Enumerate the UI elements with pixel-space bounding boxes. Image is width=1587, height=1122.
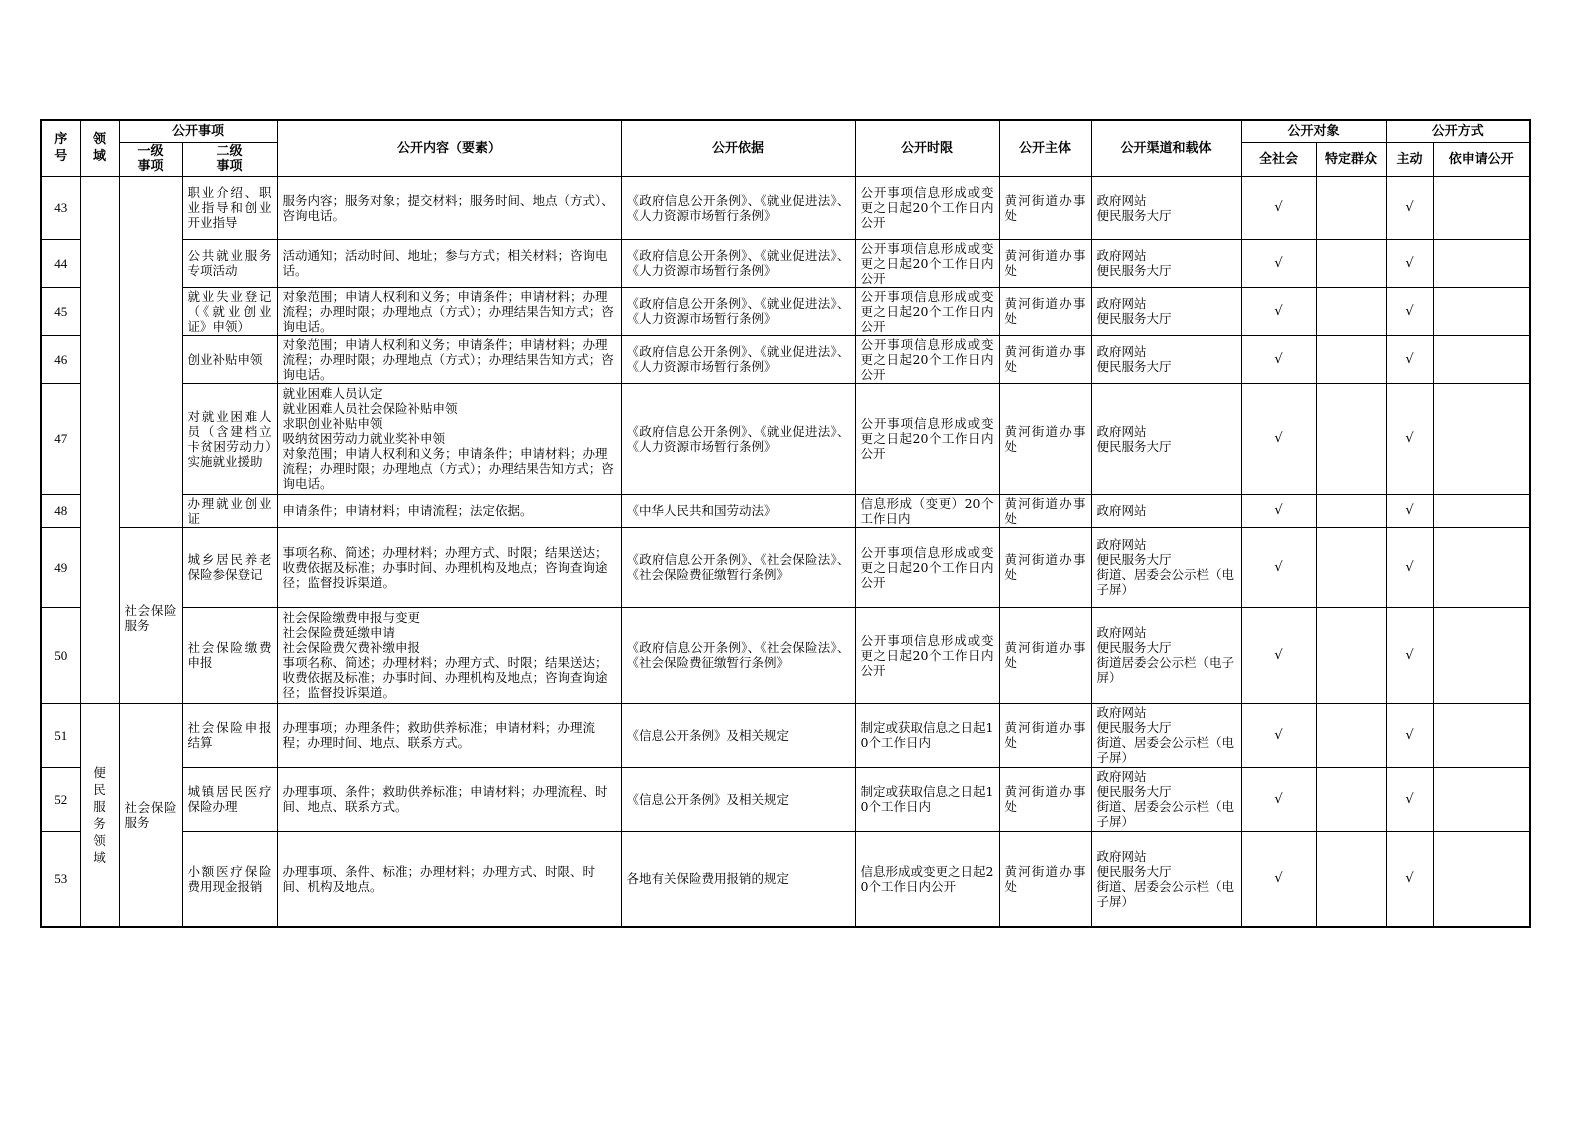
content-line: 事项名称、简述；办理材料；办理方式、时限；结果送达；收费依据及标准；办事时间、办理机构及地点；咨询查询途径；监督投诉渠道。 bbox=[282, 655, 608, 700]
row-seq: 52 bbox=[41, 767, 80, 831]
row-subject: 黄河街道办事处 bbox=[999, 239, 1091, 287]
header-subject: 公开主体 bbox=[999, 120, 1091, 176]
header-aud-specific: 特定群众 bbox=[1316, 142, 1386, 176]
row-aud-specific-mark bbox=[1316, 527, 1386, 607]
channel-line: 街道、居委会公示栏（电子屏） bbox=[1096, 799, 1235, 829]
channel-line: 政府网站 bbox=[1096, 848, 1147, 864]
row-subject: 黄河街道办事处 bbox=[999, 767, 1091, 831]
row-aud-all-mark: √ bbox=[1241, 494, 1316, 527]
row-seq: 44 bbox=[41, 239, 80, 287]
row-content bbox=[277, 527, 621, 607]
content-line: 就业困难人员社会保险补贴申领 bbox=[282, 401, 458, 416]
row-method-apply-mark bbox=[1433, 527, 1530, 607]
row-basis: 各地有关保险费用报销的规定 bbox=[621, 831, 855, 927]
row-time: 公开事项信息形成或变更之日起20个工作日内公开 bbox=[855, 176, 999, 239]
channel-line: 政府网站 bbox=[1096, 192, 1147, 208]
table-row bbox=[41, 176, 1530, 239]
row-subject: 黄河街道办事处 bbox=[999, 703, 1091, 767]
header-domain: 领域 bbox=[80, 120, 119, 176]
table-row bbox=[41, 287, 1530, 335]
row-item: 小额医疗保险费用现金报销 bbox=[182, 831, 277, 927]
row-content bbox=[277, 831, 621, 927]
row-method-active-mark: √ bbox=[1386, 239, 1433, 287]
row-method-apply-mark bbox=[1433, 607, 1530, 703]
header-method: 公开方式 bbox=[1386, 120, 1530, 142]
row-channel bbox=[1091, 287, 1241, 335]
channel-line: 便民服务大厅 bbox=[1096, 720, 1172, 735]
header-audience: 公开对象 bbox=[1241, 120, 1386, 142]
row-method-active-mark: √ bbox=[1386, 607, 1433, 703]
row-time: 公开事项信息形成或变更之日起20个工作日内公开 bbox=[855, 383, 999, 494]
channel-line: 便民服务大厅 bbox=[1096, 784, 1172, 799]
level1-cell-shebao-2: 社会保险服务 bbox=[119, 703, 182, 927]
row-method-active-mark: √ bbox=[1386, 383, 1433, 494]
table-row bbox=[41, 335, 1530, 383]
header-content: 公开内容（要素） bbox=[277, 120, 621, 176]
channel-line: 街道、居委会公示栏（电子屏） bbox=[1096, 567, 1235, 597]
row-time: 制定或获取信息之日起10个工作日内 bbox=[855, 703, 999, 767]
row-subject: 黄河街道办事处 bbox=[999, 287, 1091, 335]
row-aud-specific-mark bbox=[1316, 383, 1386, 494]
row-aud-all-mark: √ bbox=[1241, 335, 1316, 383]
row-content bbox=[277, 383, 621, 494]
header-items: 公开事项 bbox=[119, 120, 277, 142]
row-seq: 51 bbox=[41, 703, 80, 767]
table-row bbox=[41, 607, 1530, 703]
row-time: 制定或获取信息之日起10个工作日内 bbox=[855, 767, 999, 831]
row-method-apply-mark bbox=[1433, 176, 1530, 239]
level1-cell-blank bbox=[119, 176, 182, 527]
table-row bbox=[41, 703, 1530, 767]
row-basis: 《政府信息公开条例》、《就业促进法》、《人力资源市场暂行条例》 bbox=[621, 383, 855, 494]
content-line: 社会保险缴费申报与变更 bbox=[282, 610, 421, 625]
row-method-active-mark: √ bbox=[1386, 287, 1433, 335]
row-item: 职业介绍、职业指导和创业开业指导 bbox=[182, 176, 277, 239]
row-method-active-mark: √ bbox=[1386, 494, 1433, 527]
header-aud-all: 全社会 bbox=[1241, 142, 1316, 176]
row-seq: 43 bbox=[41, 176, 80, 239]
content-line: 对象范围；申请人权利和义务；申请条件；申请材料；办理流程；办理时限；办理地点（方式）；办理结果告知方式；咨询电话。 bbox=[282, 336, 614, 382]
row-method-apply-mark bbox=[1433, 239, 1530, 287]
channel-line: 便民服务大厅 bbox=[1096, 207, 1172, 223]
row-subject: 黄河街道办事处 bbox=[999, 494, 1091, 527]
row-subject: 黄河街道办事处 bbox=[999, 527, 1091, 607]
channel-line: 政府网站 bbox=[1096, 625, 1147, 640]
row-method-active-mark: √ bbox=[1386, 703, 1433, 767]
content-line: 办理事项、条件；救助供养标准；申请材料；办理流程、时间、地点、联系方式。 bbox=[282, 784, 608, 814]
row-channel bbox=[1091, 383, 1241, 494]
row-basis: 《政府信息公开条例》、《就业促进法》、《人力资源市场暂行条例》 bbox=[621, 239, 855, 287]
content-line: 对象范围；申请人权利和义务；申请条件；申请材料；办理流程；办理时限；办理地点（方式）；办理结果告知方式；咨询电话。 bbox=[282, 288, 614, 334]
row-item: 创业补贴申领 bbox=[182, 335, 277, 383]
row-seq: 46 bbox=[41, 335, 80, 383]
table-row bbox=[41, 767, 1530, 831]
row-content bbox=[277, 176, 621, 239]
row-subject: 黄河街道办事处 bbox=[999, 607, 1091, 703]
row-seq: 47 bbox=[41, 383, 80, 494]
table-body bbox=[41, 176, 1530, 927]
row-method-apply-mark bbox=[1433, 703, 1530, 767]
row-aud-all-mark: √ bbox=[1241, 831, 1316, 927]
content-line: 就业困难人员认定 bbox=[282, 386, 383, 401]
row-method-apply-mark bbox=[1433, 831, 1530, 927]
header-level2: 二级事项 bbox=[182, 142, 277, 176]
domain-label: 便民服务领域 bbox=[93, 764, 106, 865]
row-subject: 黄河街道办事处 bbox=[999, 176, 1091, 239]
row-item: 对就业困难人员（含建档立卡贫困劳动力）实施就业援助 bbox=[182, 383, 277, 494]
row-item: 城镇居民医疗保险办理 bbox=[182, 767, 277, 831]
row-item: 公共就业服务专项活动 bbox=[182, 239, 277, 287]
row-method-apply-mark bbox=[1433, 287, 1530, 335]
channel-line: 政府网站 bbox=[1096, 296, 1147, 311]
channel-line: 街道居委会公示栏（电子屏） bbox=[1096, 655, 1235, 685]
row-content bbox=[277, 494, 621, 527]
header-seq: 序号 bbox=[41, 120, 80, 176]
channel-line: 便民服务大厅 bbox=[1096, 640, 1172, 655]
row-channel bbox=[1091, 494, 1241, 527]
row-basis: 《中华人民共和国劳动法》 bbox=[621, 494, 855, 527]
content-line: 办理事项；办理条件；救助供养标准；申请材料；办理流程；办理时间、地点、联系方式。 bbox=[282, 720, 596, 750]
channel-line: 便民服务大厅 bbox=[1096, 311, 1172, 326]
channel-line: 政府网站 bbox=[1096, 248, 1147, 263]
row-aud-specific-mark bbox=[1316, 703, 1386, 767]
row-aud-all-mark: √ bbox=[1241, 527, 1316, 607]
row-basis: 《信息公开条例》及相关规定 bbox=[621, 767, 855, 831]
row-time: 公开事项信息形成或变更之日起20个工作日内公开 bbox=[855, 335, 999, 383]
row-item: 社会保险申报结算 bbox=[182, 703, 277, 767]
row-content bbox=[277, 767, 621, 831]
level1-cell-shebao: 社会保险服务 bbox=[119, 527, 182, 703]
row-method-active-mark: √ bbox=[1386, 767, 1433, 831]
row-aud-all-mark: √ bbox=[1241, 287, 1316, 335]
row-channel bbox=[1091, 527, 1241, 607]
channel-line: 政府网站 bbox=[1096, 503, 1147, 518]
table-row bbox=[41, 383, 1530, 494]
row-method-apply-mark bbox=[1433, 383, 1530, 494]
domain-cell-bianmin bbox=[80, 703, 119, 927]
channel-line: 便民服务大厅 bbox=[1096, 863, 1172, 879]
channel-line: 便民服务大厅 bbox=[1096, 552, 1172, 567]
row-basis: 《政府信息公开条例》、《就业促进法》、《人力资源市场暂行条例》 bbox=[621, 287, 855, 335]
channel-line: 政府网站 bbox=[1096, 705, 1147, 720]
row-aud-specific-mark bbox=[1316, 335, 1386, 383]
table-row bbox=[41, 527, 1530, 607]
row-item: 就业失业登记（《就业创业证》申领） bbox=[182, 287, 277, 335]
row-aud-specific-mark bbox=[1316, 767, 1386, 831]
content-line: 申请条件；申请材料；申请流程；法定依据。 bbox=[282, 503, 533, 518]
header-channel: 公开渠道和载体 bbox=[1091, 120, 1241, 176]
table-row bbox=[41, 494, 1530, 527]
content-line: 事项名称、简述；办理材料；办理方式、时限；结果送达；收费依据及标准；办事时间、办理机构及地点；咨询查询途径；监督投诉渠道。 bbox=[282, 544, 608, 590]
row-channel bbox=[1091, 335, 1241, 383]
row-method-active-mark: √ bbox=[1386, 831, 1433, 927]
row-method-apply-mark bbox=[1433, 494, 1530, 527]
row-method-active-mark: √ bbox=[1386, 335, 1433, 383]
row-basis: 《政府信息公开条例》、《就业促进法》、《人力资源市场暂行条例》 bbox=[621, 176, 855, 239]
row-aud-all-mark: √ bbox=[1241, 383, 1316, 494]
row-time: 公开事项信息形成或变更之日起20个工作日内公开 bbox=[855, 239, 999, 287]
row-time: 公开事项信息形成或变更之日起20个工作日内公开 bbox=[855, 527, 999, 607]
header-method-active: 主动 bbox=[1386, 142, 1433, 176]
row-method-apply-mark bbox=[1433, 335, 1530, 383]
row-aud-all-mark: √ bbox=[1241, 239, 1316, 287]
header-basis: 公开依据 bbox=[621, 120, 855, 176]
disclosure-table-sheet bbox=[40, 119, 1529, 928]
channel-line: 街道、居委会公示栏（电子屏） bbox=[1096, 878, 1235, 909]
row-aud-specific-mark bbox=[1316, 239, 1386, 287]
row-aud-specific-mark bbox=[1316, 831, 1386, 927]
row-aud-specific-mark bbox=[1316, 176, 1386, 239]
content-line: 社会保险费延缴申请 bbox=[282, 625, 396, 640]
row-item: 城乡居民养老保险参保登记 bbox=[182, 527, 277, 607]
content-line: 办理事项、条件、标准；办理材料；办理方式、时限、时间、机构及地点。 bbox=[282, 863, 596, 894]
channel-line: 政府网站 bbox=[1096, 423, 1147, 439]
row-aud-all-mark: √ bbox=[1241, 703, 1316, 767]
row-subject: 黄河街道办事处 bbox=[999, 831, 1091, 927]
table-header bbox=[41, 120, 1530, 176]
content-line: 活动通知；活动时间、地址；参与方式；相关材料；咨询电话。 bbox=[282, 248, 608, 278]
header-level1: 一级事项 bbox=[119, 142, 182, 176]
channel-line: 便民服务大厅 bbox=[1096, 263, 1172, 278]
row-seq: 48 bbox=[41, 494, 80, 527]
row-subject: 黄河街道办事处 bbox=[999, 335, 1091, 383]
row-content bbox=[277, 607, 621, 703]
channel-line: 政府网站 bbox=[1096, 344, 1147, 359]
row-basis: 《信息公开条例》及相关规定 bbox=[621, 703, 855, 767]
content-line: 社会保险费欠费补缴申报 bbox=[282, 640, 421, 655]
row-time: 信息形成（变更）20个工作日内 bbox=[855, 494, 999, 527]
row-aud-specific-mark bbox=[1316, 607, 1386, 703]
row-method-active-mark: √ bbox=[1386, 176, 1433, 239]
row-aud-all-mark: √ bbox=[1241, 767, 1316, 831]
header-method-apply: 依申请公开 bbox=[1433, 142, 1530, 176]
row-channel bbox=[1091, 176, 1241, 239]
row-seq: 49 bbox=[41, 527, 80, 607]
row-time: 公开事项信息形成或变更之日起20个工作日内公开 bbox=[855, 287, 999, 335]
table-row bbox=[41, 831, 1530, 927]
domain-cell-blank bbox=[80, 176, 119, 703]
channel-line: 政府网站 bbox=[1096, 769, 1147, 784]
row-item: 社会保险缴费申报 bbox=[182, 607, 277, 703]
row-content bbox=[277, 703, 621, 767]
row-basis: 《政府信息公开条例》、《社会保险法》、《社会保险费征缴暂行条例》 bbox=[621, 527, 855, 607]
header-time-limit: 公开时限 bbox=[855, 120, 999, 176]
row-basis: 《政府信息公开条例》、《就业促进法》、《人力资源市场暂行条例》 bbox=[621, 335, 855, 383]
row-channel bbox=[1091, 239, 1241, 287]
channel-line: 街道、居委会公示栏（电子屏） bbox=[1096, 735, 1235, 765]
channel-line: 便民服务大厅 bbox=[1096, 438, 1172, 454]
disclosure-table bbox=[40, 119, 1531, 928]
content-line: 对象范围；申请人权利和义务；申请条件；申请材料；办理流程；办理时限；办理地点（方式）；办理结果告知方式；咨询电话。 bbox=[282, 446, 614, 491]
row-subject: 黄河街道办事处 bbox=[999, 383, 1091, 494]
content-line: 求职创业补贴申领 bbox=[282, 416, 383, 431]
row-method-active-mark: √ bbox=[1386, 527, 1433, 607]
row-seq: 53 bbox=[41, 831, 80, 927]
content-line: 服务内容；服务对象；提交材料；服务时间、地点（方式）、咨询电话。 bbox=[282, 192, 614, 223]
row-channel bbox=[1091, 703, 1241, 767]
channel-line: 政府网站 bbox=[1096, 537, 1147, 552]
row-time: 信息形成或变更之日起20个工作日内公开 bbox=[855, 831, 999, 927]
row-seq: 50 bbox=[41, 607, 80, 703]
row-content bbox=[277, 287, 621, 335]
row-content bbox=[277, 335, 621, 383]
row-method-apply-mark bbox=[1433, 767, 1530, 831]
table-row bbox=[41, 239, 1530, 287]
channel-line: 便民服务大厅 bbox=[1096, 359, 1172, 374]
row-aud-all-mark: √ bbox=[1241, 607, 1316, 703]
row-item: 办理就业创业证 bbox=[182, 494, 277, 527]
content-line: 吸纳贫困劳动力就业奖补申领 bbox=[282, 431, 446, 446]
row-channel bbox=[1091, 607, 1241, 703]
row-channel bbox=[1091, 767, 1241, 831]
row-time: 公开事项信息形成或变更之日起20个工作日内公开 bbox=[855, 607, 999, 703]
row-aud-specific-mark bbox=[1316, 287, 1386, 335]
row-content bbox=[277, 239, 621, 287]
row-basis: 《政府信息公开条例》、《社会保险法》、《社会保险费征缴暂行条例》 bbox=[621, 607, 855, 703]
row-aud-specific-mark bbox=[1316, 494, 1386, 527]
row-seq: 45 bbox=[41, 287, 80, 335]
row-channel bbox=[1091, 831, 1241, 927]
row-aud-all-mark: √ bbox=[1241, 176, 1316, 239]
